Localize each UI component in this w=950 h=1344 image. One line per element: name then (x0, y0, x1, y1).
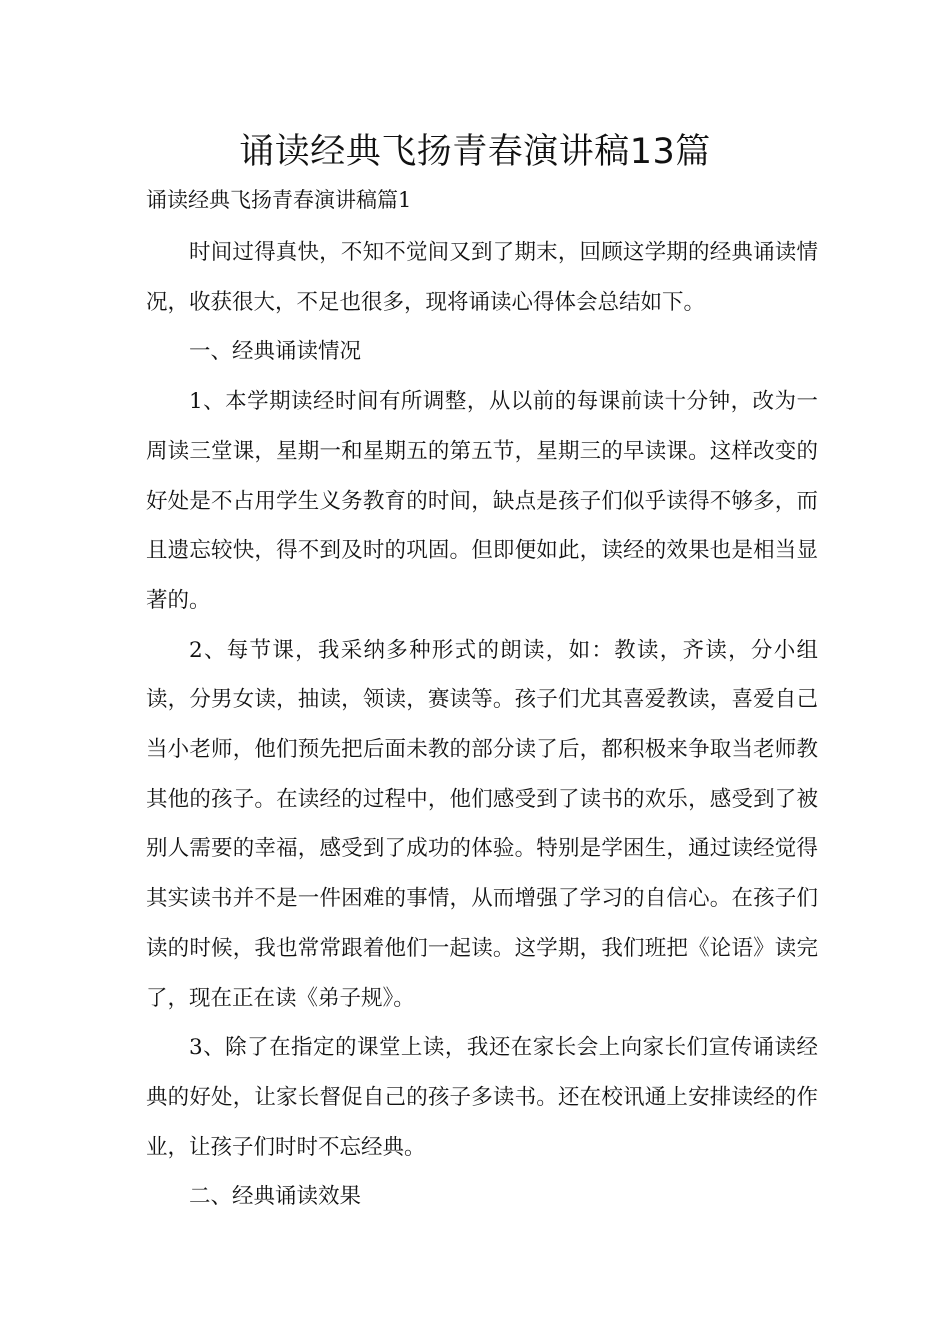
paragraph-item-2: 2、每节课，我采纳多种形式的朗读，如：教读，齐读，分小组读，分男女读，抽读，领读，赛读等。孩子们尤其喜爱教读，喜爱自己当小老师，他们预先把后面未教的部分读了后，都积极来争取当老师教其他的孩子。在读经的过程中，他们感受到了读书的欢乐，感受到了被别人需要的幸福，感受到了成功的体验。特别是学困生，通过读经觉得其实读书并不是一件困难的事情，从而增强了学习的自信心。在孩子们读的时候，我也常常跟着他们一起读。这学期，我们班把《论语》读完了，现在正在读《弟子规》。 (146, 637, 818, 1011)
document-body (146, 228, 818, 1222)
paragraph-item-1: 1、本学期读经时间有所调整，从以前的每课前读十分钟，改为一周读三堂课，星期一和星期五的第五节，星期三的早读课。这样改变的好处是不占用学生义务教育的时间，缺点是孩子们似乎读得不够多，而且遗忘较快，得不到及时的巩固。但即便如此，读经的效果也是相当显著的。 (146, 389, 818, 613)
section-heading: 诵读经典飞扬青春演讲稿篇1 (146, 188, 412, 212)
paragraph-item-3: 3、除了在指定的课堂上读，我还在家长会上向家长们宣传诵读经典的好处，让家长督促自己的孩子多读书。还在校讯通上安排读经的作业，让孩子们时时不忘经典。 (146, 1035, 818, 1160)
paragraph-heading-effect: 二、经典诵读效果 (189, 1184, 362, 1210)
paragraph-heading-situation: 一、经典诵读情况 (189, 339, 362, 365)
paragraph-intro: 时间过得真快，不知不觉间又到了期末，回顾这学期的经典诵读情况，收获很大，不足也很多，现将诵读心得体会总结如下。 (146, 240, 818, 315)
document-title: 诵读经典飞扬青春演讲稿13篇 (239, 132, 711, 172)
